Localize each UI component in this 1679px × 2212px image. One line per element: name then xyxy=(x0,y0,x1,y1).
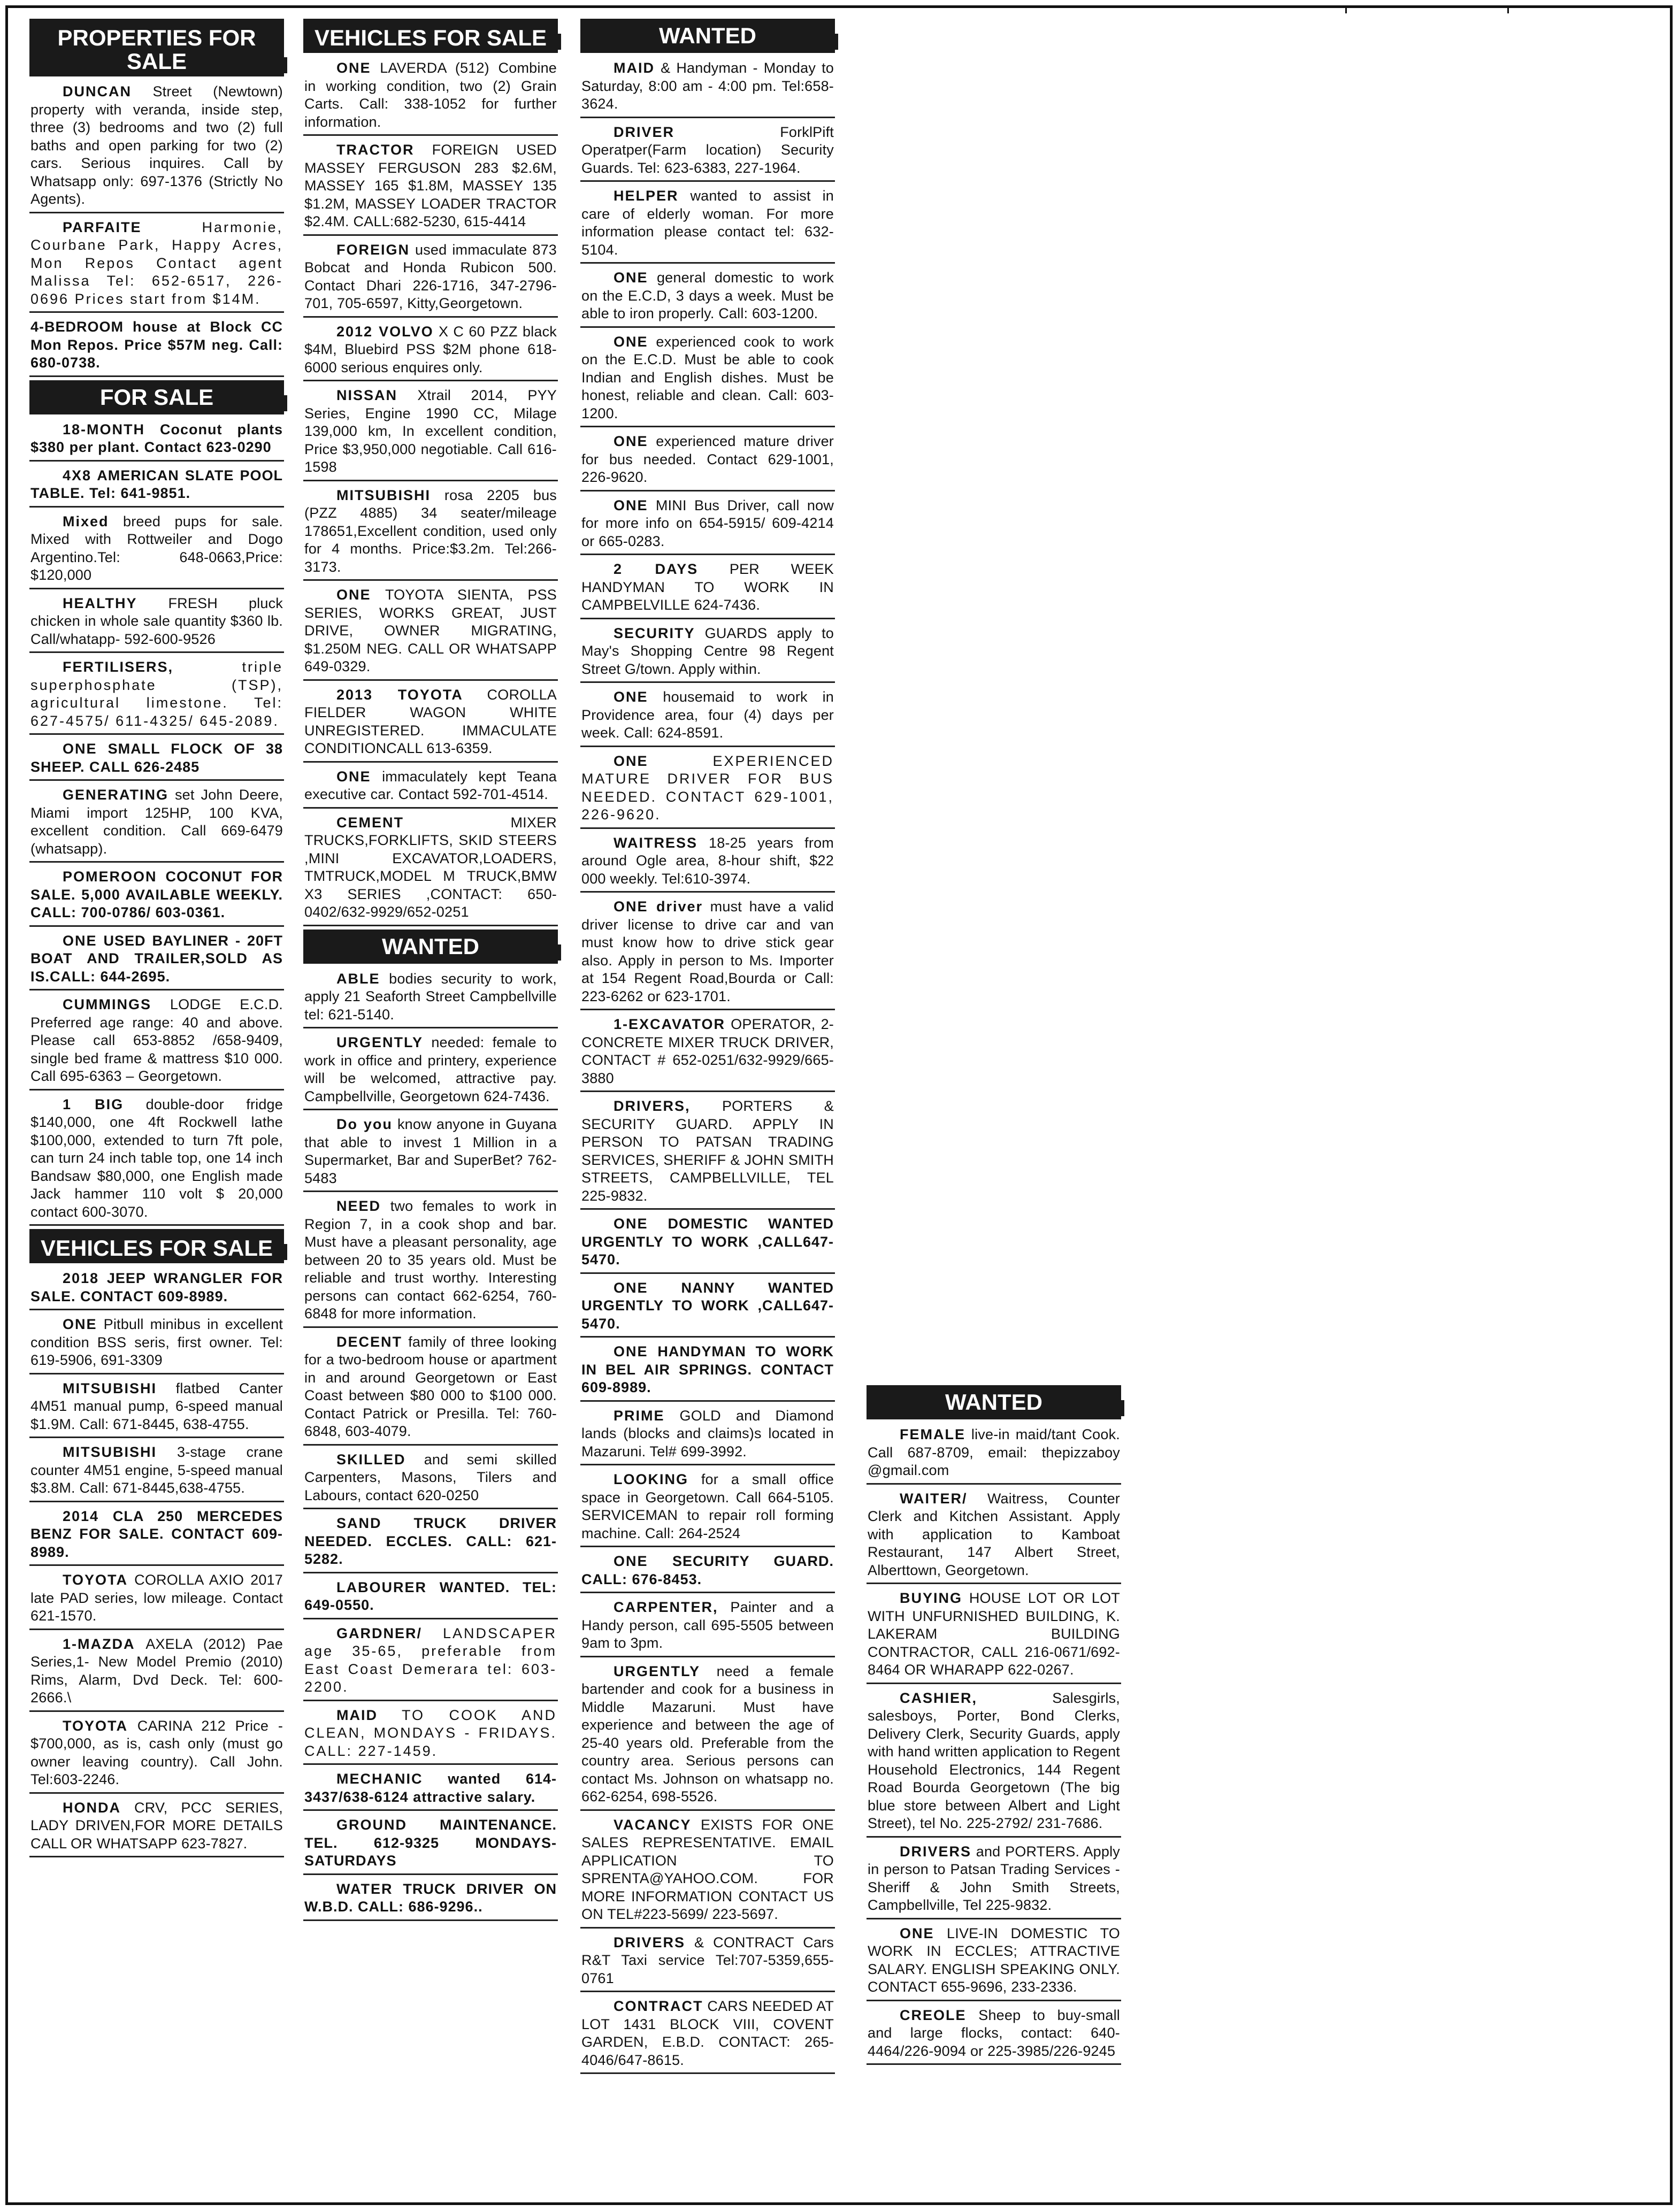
ad-body-text: DOMESTIC WANTED URGENTLY TO WORK ,CALL647-5470. xyxy=(581,1216,834,1268)
classified-ad xyxy=(303,1512,558,1573)
ad-body-text: two females to work in Region 7, in a cook shop and bar. Must have a pleasant personality, age between 20 to 35 years old. Must be reliable and trust worthy. Interesting persons can contact 662-6254, 760-6848 for more information. xyxy=(304,1198,557,1322)
classified-ad xyxy=(29,511,284,589)
ad-keyword: ONE xyxy=(614,1343,648,1360)
ad-body-text: and semi skilled Carpenters, Masons, Tilers and Labours, contact 620-0250 xyxy=(304,1451,557,1503)
classified-ad xyxy=(29,81,284,213)
classified-ad xyxy=(303,1331,558,1446)
ad-body-text: FRESH pluck chicken in whole sale quantity $360 lb. Call/whatapp- 592-600-9526 xyxy=(30,595,283,647)
ad-body-text: NANNY WANTED URGENTLY TO WORK ,CALL647-5470. xyxy=(581,1279,834,1332)
ad-keyword: 2013 TOYOTA xyxy=(336,686,463,703)
ad-body-text: ForklPift Operatper(Farm location) Security Guards. Tel: 623-6383, 227-1964. xyxy=(581,124,834,176)
classified-ad xyxy=(29,994,284,1090)
classified-ad xyxy=(580,1095,835,1210)
ad-keyword: VACANCY xyxy=(614,1816,692,1833)
ad-keyword: 18-MONTH xyxy=(63,421,145,437)
ad-body-text: Waitress, Counter Clerk and Kitchen Assistant. Apply with application to Kamboat Restaurant, 147 Albert Street, Alberttown, Georgetown. xyxy=(868,1490,1121,1578)
classified-ad xyxy=(867,1424,1121,1485)
classified-ad xyxy=(29,866,284,927)
classified-ad xyxy=(29,1378,284,1439)
ad-keyword: MECHANIC xyxy=(336,1771,423,1787)
classified-ad xyxy=(29,1569,284,1630)
ad-keyword: LOOKING xyxy=(614,1471,688,1487)
ad-body-text: Xtrail 2014, PYY Series, Engine 1990 CC, Milage 139,000 km, In excellent condition, Price $3,950,000 negotiable. Call 616-1598 xyxy=(304,387,557,475)
ad-body-text: Painter and a Handy person, call 695-5505 between 9am to 3pm. xyxy=(581,1599,834,1651)
ad-body-text: GOLD and Diamond lands (blocks and claims)s located in Mazaruni. Tel# 699-3992. xyxy=(581,1407,834,1460)
ad-body-text: 18-25 years from around Ogle area, 8-hour shift, $22 000 weekly. Tel:610-3974. xyxy=(581,834,834,887)
ad-keyword: URGENTLY xyxy=(614,1663,701,1679)
ad-body-text: Pitbull minibus in excellent condition BSS seris, first owner. Tel: 619-5906, 691-3309 xyxy=(30,1316,283,1368)
ad-body-text: rosa 2205 bus (PZZ 4885) 34 seater/mileage 178651,Excellent condition, used only for 4 months. Price:$3.2m. Tel:266-3173. xyxy=(304,487,557,575)
classified-ad xyxy=(580,1013,835,1092)
ad-body-text: experienced cook to work on the E.C.D. Must be able to cook Indian and English dishes. Must be honest, reliable and clean. Call: 603-1200. xyxy=(581,333,834,421)
ad-keyword: ONE xyxy=(336,587,371,603)
classified-ad xyxy=(303,584,558,681)
classified-column-1 xyxy=(29,19,284,1861)
classified-ad xyxy=(303,1113,558,1192)
ad-keyword: MITSUBISHI xyxy=(63,1444,157,1460)
ad-keyword: CEMENT xyxy=(336,814,404,831)
ad-keyword: ONE xyxy=(63,741,97,757)
classified-ad xyxy=(580,1814,835,1929)
ad-keyword: ONE xyxy=(614,497,648,513)
ad-keyword: CREOLE xyxy=(900,2007,967,2023)
ad-body-text: used immaculate 873 Bobcat and Honda Rubicon 500. Contact Dhari 226-1716, 347-2796-701, 705-6597, Kitty,Georgetown. xyxy=(304,241,557,311)
classified-ad xyxy=(303,684,558,763)
classified-ad xyxy=(580,185,835,264)
classified-ad xyxy=(303,1878,558,1921)
classified-ad xyxy=(580,1550,835,1593)
ad-keyword: GROUND xyxy=(336,1817,407,1833)
classified-ad xyxy=(303,1704,558,1765)
ad-keyword: FOREIGN xyxy=(336,241,410,258)
ad-body-text: Coconut plants $380 per plant. Contact 623-0290 xyxy=(30,421,283,455)
ad-body-text: WANTED. TEL: 649-0550. xyxy=(304,1579,557,1613)
ad-keyword: ONE xyxy=(900,1925,934,1941)
classified-ad xyxy=(303,1768,558,1811)
ad-keyword: CUMMINGS xyxy=(63,996,151,1012)
classified-ad xyxy=(29,1268,284,1310)
classified-ad xyxy=(29,1094,284,1226)
ad-body-text: COROLLA AXIO 2017 late PAD series, low mileage. Contact 621-1570. xyxy=(30,1572,283,1624)
ad-keyword: SKILLED xyxy=(336,1451,406,1468)
ad-keyword: FERTILISERS, xyxy=(63,659,174,675)
ad-keyword: MITSUBISHI xyxy=(63,1380,157,1396)
ad-keyword: ONE driver xyxy=(614,898,703,915)
classified-column-2 xyxy=(303,19,558,1924)
ad-keyword: SAND xyxy=(336,1515,382,1531)
classified-column-4 xyxy=(867,1385,1121,2068)
classified-ad xyxy=(580,686,835,747)
classified-ad xyxy=(303,1814,558,1875)
ad-keyword: MAID xyxy=(336,1707,378,1723)
classified-ad xyxy=(580,1341,835,1402)
classified-ad xyxy=(580,896,835,1010)
ad-keyword: ONE xyxy=(63,932,97,949)
classified-ad xyxy=(580,558,835,619)
classified-ad xyxy=(29,930,284,991)
ad-keyword: 1-EXCAVATOR xyxy=(614,1016,726,1032)
ad-body-text: AMERICAN SLATE POOL TABLE. Tel: 641-9851. xyxy=(30,467,283,501)
ad-body-text: FOREIGN USED MASSEY FERGUSON 283 $2.6M, MASSEY 165 $1.8M, MASSEY 135 $1.2M, MASSEY LOADER TRACTOR $2.4M. CALL:682-5230, 615-4414 xyxy=(304,142,557,229)
ad-keyword: POMEROON xyxy=(63,869,157,885)
classified-ad xyxy=(29,656,284,735)
ad-body-text: X C 60 PZZ black $4M, Bluebird PSS $2M phone 618-6000 serious enquires only. xyxy=(304,323,557,375)
ad-keyword: DUNCAN xyxy=(63,83,132,99)
classified-ad xyxy=(303,1623,558,1701)
ad-keyword: TRACTOR xyxy=(336,142,415,158)
ad-keyword: FEMALE xyxy=(900,1426,965,1442)
ad-keyword: 2 DAYS xyxy=(614,561,699,577)
ad-keyword: 1 BIG xyxy=(63,1096,124,1112)
classified-ad xyxy=(580,623,835,683)
ad-keyword: DRIVERS, xyxy=(614,1098,691,1114)
ad-keyword: LABOURER xyxy=(336,1579,427,1595)
classified-ad xyxy=(580,1596,835,1657)
ad-body-text: wanted to assist in care of elderly woman. For more information please contact tel: 632-5104. xyxy=(581,188,834,258)
ad-body-text: GUARDS apply to May's Shopping Centre 98 Regent Street G/town. Apply within. xyxy=(581,625,834,677)
section-header: WANTED xyxy=(303,930,558,964)
ad-body-text: TOYOTA SIENTA, PSS SERIES, WORKS GREAT, JUST DRIVE, OWNER MIGRATING, $1.250M NEG. CALL OR WHATSAPP 649-0329. xyxy=(304,587,557,674)
ad-body-text: PORTERS & SECURITY GUARD. APPLY IN PERSON TO PATSAN TRADING SERVICES, SHERIFF & JOHN SMITH STREETS, CAMPBELLVILLE, TEL 225-9832. xyxy=(581,1098,834,1204)
ad-body-text: SMALL FLOCK OF 38 SHEEP. CALL 626-2485 xyxy=(30,741,283,775)
classified-ad xyxy=(303,766,558,809)
ad-body-text: Harmonie, Courbane Park, Happy Acres, Mon Repos Contact agent Malissa Tel: 652-6517, 226-0696 Prices start from $14M. xyxy=(30,219,283,307)
classified-ad xyxy=(580,832,835,893)
section-header: FOR SALE xyxy=(29,380,284,414)
ad-keyword: ONE xyxy=(614,1216,648,1232)
ad-keyword: CASHIER, xyxy=(900,1689,978,1706)
ad-body-text: triple superphosphate (TSP), agricultural limestone. Tel: 627-4575/ 611-4325/ 645-2089. xyxy=(30,659,283,729)
classified-ad xyxy=(580,1661,835,1811)
classified-ad xyxy=(303,239,558,318)
ad-keyword: CONTRACT xyxy=(614,1998,703,2014)
ad-keyword: 4X8 xyxy=(63,467,92,483)
classified-ad xyxy=(29,1314,284,1374)
classified-ad xyxy=(29,738,284,781)
classified-ad xyxy=(29,316,284,377)
ad-body-text: LAVERDA (512) Combine in working condition, two (2) Grain Carts. Call: 338-1052 for further information. xyxy=(304,60,557,130)
ad-body-text: wanted 614-3437/638-6124 attractive salary. xyxy=(304,1771,557,1805)
classified-ad xyxy=(29,1715,284,1794)
ad-body-text: must have a valid driver license to drive car and van must know how to drive stick gear also. Apply in person to Ms. Importer at 154 Regent Road,Bourda or Call: 223-6262 or 623-1701. xyxy=(581,898,834,1004)
ad-keyword: HELPER xyxy=(614,188,679,204)
ad-body-text: TO COOK AND CLEAN, MONDAYS - FRIDAYS. CALL: 227-1459. xyxy=(304,1707,557,1759)
ad-body-text: LODGE E.C.D. Preferred age range: 40 and above. Please call 653-8852 /658-9409, single bed frame & mattress $10 000. Call 695-6363 – Georgetown. xyxy=(30,996,283,1084)
ad-body-text: COROLLA FIELDER WAGON WHITE UNREGISTERED. IMMACULATE CONDITIONCALL 613-6359. xyxy=(304,686,557,756)
ad-keyword: Mixed xyxy=(63,513,109,529)
classified-column-3 xyxy=(580,19,835,2077)
ad-keyword: HEALTHY xyxy=(63,595,137,611)
ad-body-text: Sheep to buy-small and large flocks, contact: 640-4464/226-9094 or 225-3985/226-9245 xyxy=(868,2007,1120,2059)
ad-body-text: know anyone in Guyana that able to invest 1 Million in a Supermarket, Bar and SuperBet? 762-5483 xyxy=(304,1116,557,1186)
ad-body-text: flatbed Canter 4M51 manual pump, 6-speed manual $1.9M. Call: 671-8445, 638-4755. xyxy=(30,1380,283,1432)
classified-ad xyxy=(303,812,558,926)
ad-keyword: HONDA xyxy=(63,1799,121,1816)
ad-keyword: PARFAITE xyxy=(63,219,142,235)
classified-ad xyxy=(867,1587,1121,1684)
ad-body-text: HANDYMAN TO WORK IN BEL AIR SPRINGS. CONTACT 609-8989. xyxy=(581,1343,834,1395)
ad-keyword: WAITRESS xyxy=(614,834,698,851)
ad-keyword: Do you xyxy=(336,1116,393,1132)
ad-keyword: ONE xyxy=(63,1316,97,1332)
ad-body-text: MAINTENANCE. TEL. 612-9325 MONDAYS-SATURDAYS xyxy=(304,1817,557,1869)
ad-keyword: ONE xyxy=(336,768,371,785)
page-top-mark xyxy=(1345,8,1509,13)
classified-ad xyxy=(580,1277,835,1338)
ad-body-text: AXELA (2012) Pae Series,1- New Model Premio (2010) Rims, Alarm, Dvd Deck. Tel: 600-2666.\ xyxy=(30,1635,283,1706)
ad-body-text: general domestic to work on the E.C.D, 3 days a week. Must be able to iron properly. Call: 603-1200. xyxy=(581,270,834,321)
ad-body-text: for a small office space in Georgetown. Call 664-5105. SERVICEMAN to repair roll forming machine. Call: 264-2524 xyxy=(581,1471,834,1541)
classified-ad xyxy=(29,1441,284,1502)
ad-keyword: BUYING xyxy=(900,1590,963,1606)
ad-keyword: WAITER/ xyxy=(900,1490,968,1507)
classified-ad xyxy=(867,2004,1121,2065)
classified-ad xyxy=(580,750,835,829)
ad-body-text: EXISTS FOR ONE SALES REPRESENTATIVE. EMAIL APPLICATION TO SPRENTA@YAHOO.COM. FOR MORE INFORMATION CONTACT US ON TEL#223-5699/ 223-5697. xyxy=(581,1816,834,1922)
classified-ad xyxy=(867,1687,1121,1838)
ad-body-text: immaculately kept Teana executive car. Contact 592-701-4514. xyxy=(304,768,557,802)
ad-keyword: SECURITY xyxy=(614,625,695,641)
classified-ad xyxy=(303,321,558,382)
ad-keyword: GENERATING xyxy=(63,787,169,803)
section-header: VEHICLES FOR SALE xyxy=(303,19,558,53)
classified-ad xyxy=(580,57,835,118)
ad-body-text: MINI Bus Driver, call now for more info on 654-5915/ 609-4214 or 665-0283. xyxy=(581,497,834,549)
ad-body-text: set John Deere, Miami import 125HP, 100 KVA, excellent condition. Call 669-6479 (whatsapp). xyxy=(30,787,283,857)
classified-ad xyxy=(580,267,835,328)
classified-ad xyxy=(29,1797,284,1858)
ad-body-text: and PORTERS. Apply in person to Patsan Trading Services - Sheriff & John Smith Streets, Campbellville, Tel 225-9832. xyxy=(868,1843,1121,1913)
ad-keyword: NISSAN xyxy=(336,387,398,403)
ad-body-text: Street (Newtown) property with veranda, inside step, three (3) bedrooms and two (2) full baths and open parking for two (2) cars. Serious inquires. Call by Whatsapp only: 697-1376 (Strictly No Agents). xyxy=(30,83,283,207)
classified-ad xyxy=(303,485,558,581)
ad-body-text: need a female bartender and cook for a business in Middle Mazaruni. Must have experience and between the age of 25-40 years old. Preferable from the country area. Serious persons can contact Ms. Johnson on whatsapp no. 662-6254, 698-5526. xyxy=(581,1663,834,1804)
ad-keyword: PRIME xyxy=(614,1407,665,1424)
ad-keyword: ONE xyxy=(614,689,648,705)
ad-keyword: DECENT xyxy=(336,1333,403,1350)
ad-body-text: & Handyman - Monday to Saturday, 8:00 am - 4:00 pm. Tel:658-3624. xyxy=(581,60,834,112)
section-header: WANTED xyxy=(867,1385,1121,1419)
ad-body-text: live-in maid/tant Cook. Call 687-8709, email: thepizzaboy @gmail.com xyxy=(868,1426,1121,1478)
ad-keyword: ONE xyxy=(614,333,648,350)
ad-keyword: ONE xyxy=(614,752,648,769)
section-header: PROPERTIES FOR SALE xyxy=(29,19,284,76)
classified-ad xyxy=(580,1932,835,1993)
ad-body-text: housemaid to work in Providence area, four (4) days per week. Call: 624-8591. xyxy=(581,689,834,741)
ad-keyword: ABLE xyxy=(336,970,380,987)
classified-ad xyxy=(29,784,284,863)
ad-body-text: 3-stage crane counter 4M51 engine, 5-speed manual $3.8M. Call: 671-8445,638-4755. xyxy=(30,1444,283,1496)
classified-ad xyxy=(303,139,558,236)
ad-body-text: MIXER TRUCKS,FORKLIFTS, SKID STEERS ,MINI EXCAVATOR,LOADERS, TMTRUCK,MODEL M TRUCK,BMW X3 SERIES ,CONTACT: 650-0402/632-9929/652-0251 xyxy=(304,814,557,920)
classified-ad xyxy=(580,1469,835,1547)
classified-ad xyxy=(580,495,835,556)
classified-ad xyxy=(580,121,835,182)
ad-keyword: ONE xyxy=(614,433,648,449)
ad-keyword: 1-MAZDA xyxy=(63,1635,135,1652)
section-header: WANTED xyxy=(580,19,835,53)
ad-body-text: PER WEEK HANDYMAN TO WORK IN CAMPBELVILLE 624-7436. xyxy=(581,561,834,613)
classified-ad xyxy=(303,968,558,1029)
ad-keyword: ONE xyxy=(614,1553,648,1569)
ad-body-text: double-door fridge $140,000, one 4ft Rockwell lathe $100,000, extended to turn 7ft pole, can turn 24 inch table top, one 14 inch Bandsaw $80,000, one English made Jack hammer 110 volt $ 20,000 contact 600-3070. xyxy=(30,1096,283,1220)
classified-ad xyxy=(867,1923,1121,2001)
ad-body-text: OPERATOR, 2- CONCRETE MIXER TRUCK DRIVER, CONTACT # 652-0251/632-9929/665-3880 xyxy=(581,1016,834,1086)
ad-keyword: MITSUBISHI xyxy=(336,487,431,503)
ad-keyword: TOYOTA xyxy=(63,1717,128,1734)
classified-ad xyxy=(580,431,835,491)
ad-keyword: ONE xyxy=(614,1279,648,1296)
newspaper-classifieds-page xyxy=(5,5,1673,2205)
classified-ad xyxy=(29,593,284,654)
classified-ad xyxy=(29,1633,284,1712)
ad-keyword: MAID xyxy=(614,60,655,76)
ad-keyword: URGENTLY xyxy=(336,1034,424,1050)
ad-body-text: COCONUT FOR SALE. 5,000 AVAILABLE WEEKLY. CALL: 700-0786/ 603-0361. xyxy=(30,869,283,920)
ad-body-text: experienced mature driver for bus needed. Contact 629-1001, 226-9620. xyxy=(581,433,834,485)
classified-ad xyxy=(580,1995,835,2074)
ad-body-text: & CONTRACT Cars R&T Taxi service Tel:707-5359,655-0761 xyxy=(581,1934,834,1986)
classified-ad xyxy=(303,57,558,136)
classified-ad xyxy=(580,1405,835,1466)
ad-body-text: CRV, PCC SERIES, LADY DRIVEN,FOR MORE DETAILS CALL OR WHATSAPP 623-7827. xyxy=(30,1799,283,1852)
ad-body-text: CLA 250 MERCEDES BENZ FOR SALE. CONTACT 609-8989. xyxy=(30,1508,283,1560)
classified-ad xyxy=(303,1577,558,1619)
ad-keyword: 2012 VOLVO xyxy=(336,323,434,340)
ad-keyword: NEED xyxy=(336,1198,381,1214)
ad-body-text: SECURITY GUARD. CALL: 676-8453. xyxy=(581,1553,834,1587)
ad-keyword: 2014 xyxy=(63,1508,99,1524)
classified-ad xyxy=(29,1506,284,1566)
classified-ad xyxy=(303,1032,558,1110)
ad-keyword: 2018 xyxy=(63,1270,99,1286)
ad-body-text: 4-BEDROOM house at Block CC Mon Repos. Price $57M neg. Call: 680-0738. xyxy=(30,319,283,371)
ad-body-text: family of three looking for a two-bedroom house or apartment in and around Georgetown or East Coast between $80 000 to $100 000. Contact Patrick or Presilla. Tel: 760-6848, 603-4079. xyxy=(304,1333,557,1439)
ad-body-text: LANDSCAPER age 35-65, preferable from East Coast Demerara tel: 603-2200. xyxy=(304,1625,557,1695)
ad-body-text: JEEP WRANGLER FOR SALE. CONTACT 609-8989. xyxy=(30,1270,283,1304)
ad-body-text: needed: female to work in office and printery, experience will be welcomed, attractive pay. Campbellville, Georgetown 624-7436. xyxy=(304,1034,557,1104)
ad-body-text: TRUCK DRIVER NEEDED. ECCLES. CALL: 621-5282. xyxy=(304,1515,557,1567)
classified-ad xyxy=(303,1449,558,1510)
classified-ad xyxy=(867,1488,1121,1585)
ad-body-text: USED BAYLINER - 20FT BOAT AND TRAILER,SOLD AS IS.CALL: 644-2695. xyxy=(30,932,283,985)
ad-body-text: breed pups for sale. Mixed with Rottweiler and Dogo Argentino.Tel: 648-0663,Price: $120,000 xyxy=(30,513,283,583)
ad-keyword: ONE xyxy=(614,270,648,286)
ad-body-text: CARINA 212 Price - $700,000, as is, cash only (must go owner leaving country). Call John. Tel:603-2246. xyxy=(30,1717,283,1787)
classified-ad xyxy=(29,217,284,313)
ad-keyword: DRIVER xyxy=(614,124,675,140)
classified-ad xyxy=(29,465,284,508)
ad-keyword: DRIVERS xyxy=(614,1934,686,1950)
ad-keyword: GARDNER/ xyxy=(336,1625,423,1641)
ad-body-text: CARS NEEDED AT LOT 1431 BLOCK VIII, COVENT GARDEN, E.B.D. CONTACT: 265-4046/647-8615. xyxy=(581,1998,834,2068)
ad-body-text: TRUCK DRIVER ON W.B.D. CALL: 686-9296.. xyxy=(304,1880,557,1915)
ad-keyword: TOYOTA xyxy=(63,1572,128,1588)
ad-keyword: WATER xyxy=(336,1880,393,1897)
classified-ad xyxy=(303,385,558,481)
ad-body-text: HOUSE LOT OR LOT WITH UNFURNISHED BUILDING, K. LAKERAM BUILDING CONTRACTOR, CALL 216-0671/692-8464 OR WHARAPP 622-0267. xyxy=(868,1590,1120,1678)
classified-ad xyxy=(580,331,835,428)
ad-keyword: CARPENTER, xyxy=(614,1599,718,1615)
ad-keyword: ONE xyxy=(336,60,371,76)
ad-body-text: bodies security to work, apply 21 Seaforth Street Campbellville tel: 621-5140. xyxy=(304,970,557,1023)
ad-keyword: DRIVERS xyxy=(900,1843,972,1860)
classified-ad xyxy=(303,1195,558,1328)
ad-body-text: EXPERIENCED MATURE DRIVER FOR BUS NEEDED. CONTACT 629-1001, 226-9620. xyxy=(581,752,834,823)
ad-body-text: LIVE-IN DOMESTIC TO WORK IN ECCLES; ATTRACTIVE SALARY. ENGLISH SPEAKING ONLY. CONTACT 655-9696, 233-2336. xyxy=(868,1925,1120,1995)
section-header: VEHICLES FOR SALE xyxy=(29,1229,284,1263)
classified-ad xyxy=(580,1213,835,1274)
classified-ad xyxy=(29,419,284,462)
classified-ad xyxy=(867,1841,1121,1919)
ad-body-text: Salesgirls, salesboys, Porter, Bond Clerks, Delivery Clerk, Security Guards, apply with hand written application to Regent Household Electronics, 144 Regent Road Bourda Georgetown (The big blue store between Albert and Light Street), tel No. 225-2792/ 231-7686. xyxy=(868,1689,1120,1831)
